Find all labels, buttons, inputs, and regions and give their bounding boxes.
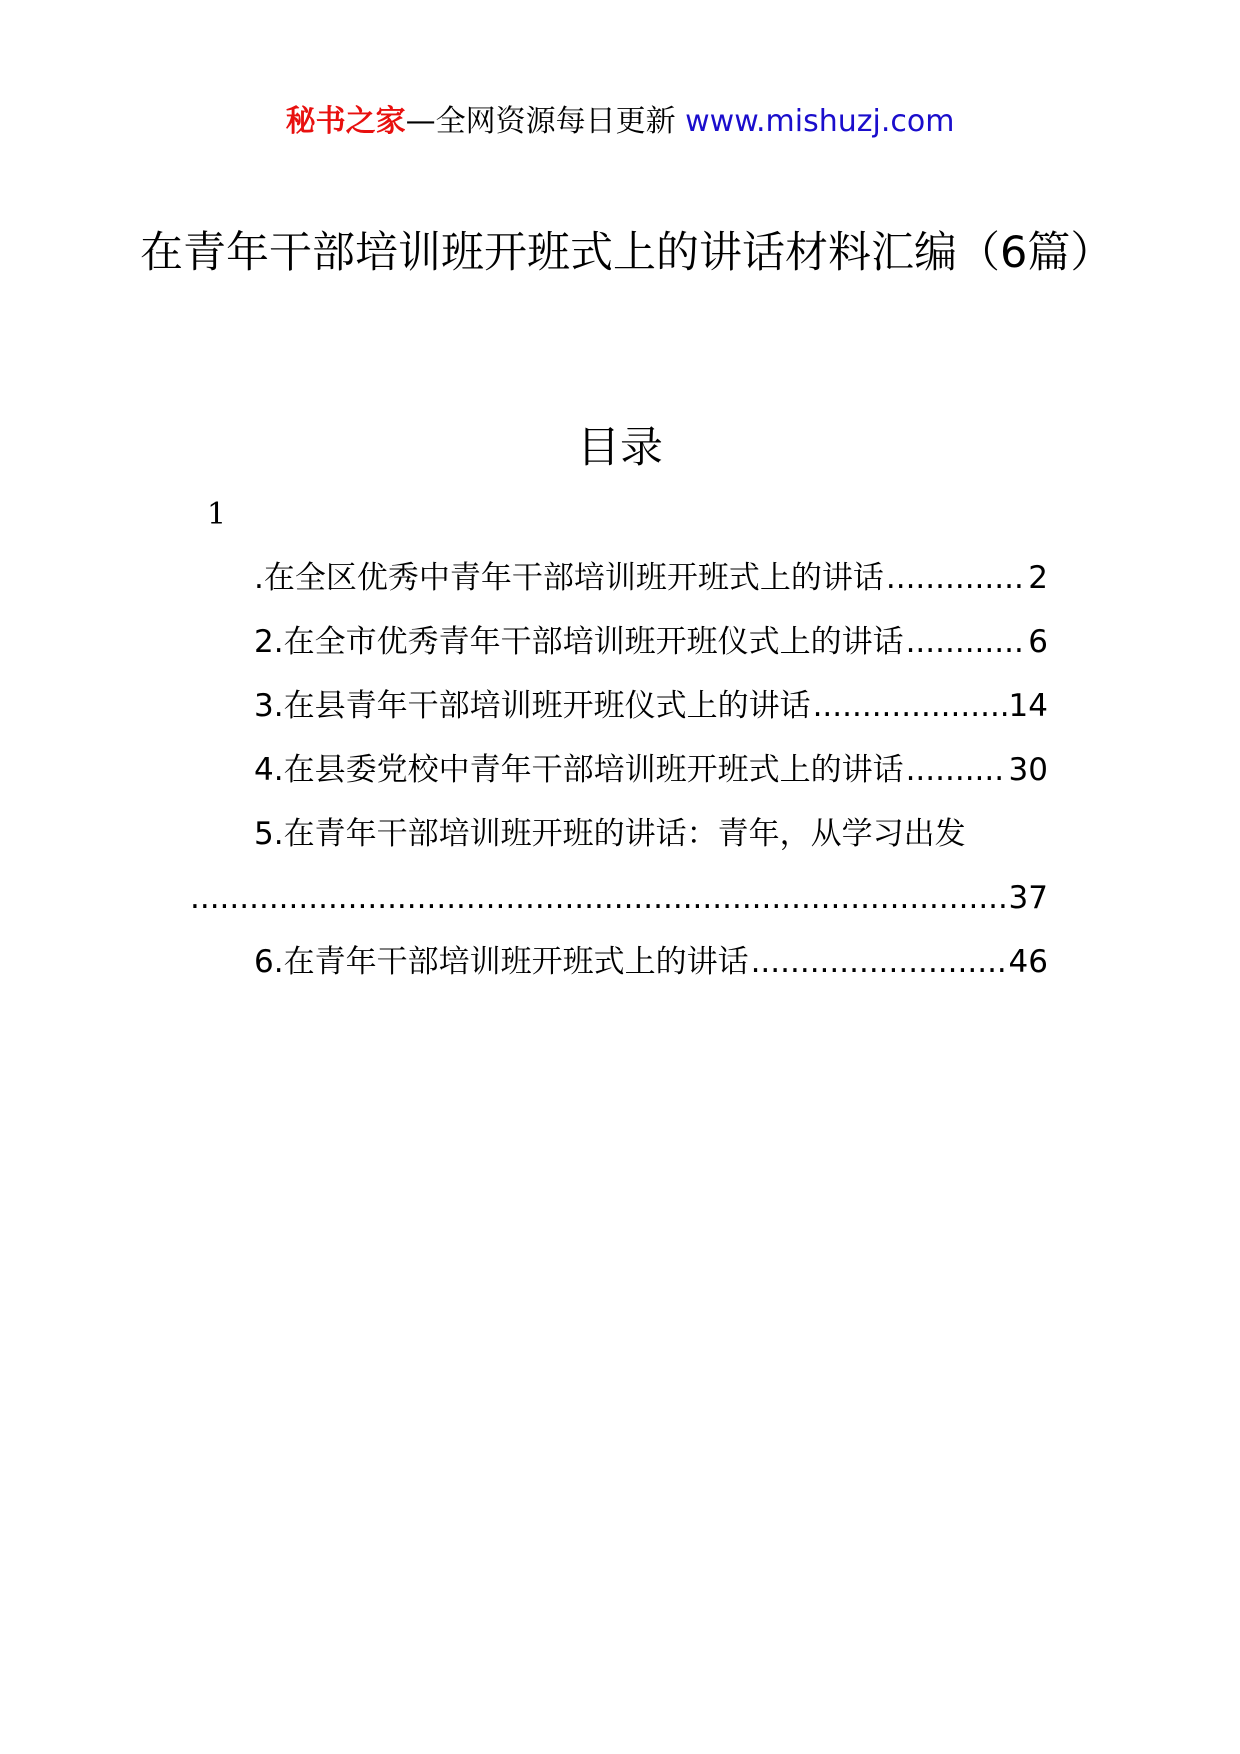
toc-entry-page: 14 — [1008, 688, 1048, 724]
site-url-link[interactable]: www.mishuzj.com — [685, 104, 955, 139]
toc-entry-title: 6.在青年干部培训班开班式上的讲话 — [254, 944, 749, 980]
dot-leader — [190, 878, 1007, 918]
dot-leader — [906, 622, 1027, 662]
toc-entry[interactable] — [254, 622, 1048, 662]
toc-list-marker: 1 — [207, 497, 227, 532]
toc-entry-continuation[interactable] — [190, 878, 1048, 918]
dot-leader — [813, 686, 1007, 726]
dot-leader — [751, 942, 1007, 982]
toc-entry-page: 6 — [1028, 624, 1048, 660]
toc-entry-title: 5.在青年干部培训班开班的讲话：青年，从学习出发 — [254, 816, 966, 852]
document-title: 在青年干部培训班开班式上的讲话材料汇编（6篇） — [140, 228, 1114, 278]
toc-entry-title: .在全区优秀中青年干部培训班开班式上的讲话 — [254, 560, 884, 596]
toc-entry-page: 46 — [1008, 944, 1048, 980]
dot-leader — [886, 558, 1026, 598]
dot-leader — [906, 750, 1007, 790]
toc-entry[interactable] — [254, 558, 1048, 598]
toc-entry-title: 4.在县委党校中青年干部培训班开班式上的讲话 — [254, 752, 904, 788]
toc-entry-page: 2 — [1028, 560, 1048, 596]
toc-entry-title: 3.在县青年干部培训班开班仪式上的讲话 — [254, 688, 811, 724]
toc-entry[interactable] — [254, 814, 1048, 854]
toc-entry-page: 30 — [1008, 752, 1048, 788]
toc-entry-page: 37 — [1008, 880, 1048, 916]
toc-entry-title: 2.在全市优秀青年干部培训班开班仪式上的讲话 — [254, 624, 904, 660]
toc-entry[interactable] — [254, 942, 1048, 982]
header-slogan: —全网资源每日更新 — [405, 104, 676, 139]
toc-entry[interactable] — [254, 750, 1048, 790]
site-header — [0, 102, 1240, 142]
toc-heading: 目录 — [577, 423, 663, 473]
brand-name: 秘书之家 — [285, 104, 406, 139]
toc-entry[interactable] — [254, 686, 1048, 726]
